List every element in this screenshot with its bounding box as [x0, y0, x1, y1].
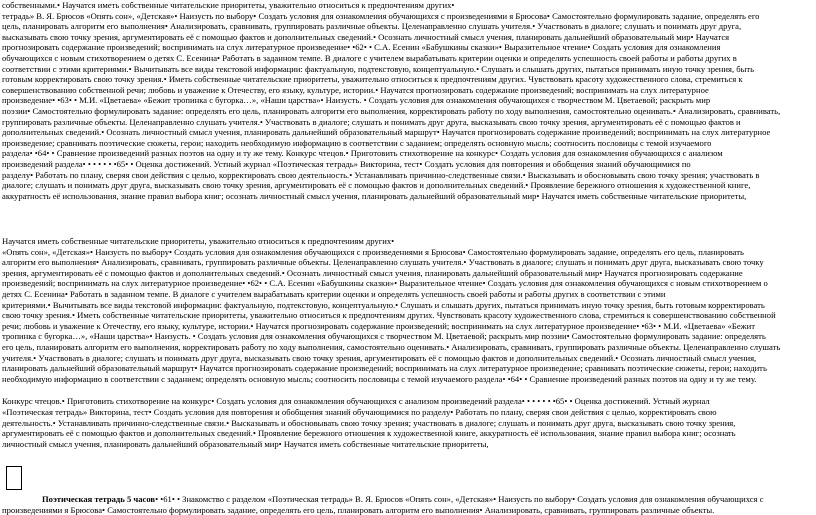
- text-line: аккуратность её использования, знание правил выбора книг; осознать личностный смысл учения, планировать дальнейший образовательный мир• Научатся иметь собственные читательские приоритеты,: [2, 190, 747, 201]
- text-line: дополнительных сведений.• Осознать личностный смысл учения, планировать дальнейший образовательный маршрут• Научатся прогнозировать содержание произведений; воспринимать на слух литературное: [2, 127, 771, 138]
- text-line: свою точку зрения.• Иметь собственные читательские приоритеты, уважительно относиться к предпочтениям других. Чувствовать красоту художественного слова, стремиться к совершенствованию собственной: [2, 310, 776, 321]
- text-line: деятельность.• Устанавливать причинно-следственные связи.• Высказывать и обосновывать свою точку зрения; участвовать в диалоге; слушать и понимать друг друга, высказывать свою точку зрения,: [2, 417, 736, 428]
- text-block-top: [2, 0, 812, 201]
- text-line: личностный смысл учения, планировать дальнейший образовательный мир• Научатся иметь собственные читательские приоритеты,: [2, 438, 489, 449]
- text-line: произведений; воспринимать на слух литературное произведение• •62• • С.А. Есенин «Бабушкины сказки»• Выразительное чтение• Создать условия для ознакомления обучающихся с новым стихотворением о: [2, 278, 768, 289]
- text-line: совершенствованию собственной речи; любовь и уважение к Отечеству, его языку, культуре, истории.• Научатся прогнозировать содержание произведений; воспринимать на слух литературное: [2, 84, 709, 95]
- line-gap: [2, 384, 812, 396]
- text-line: критериями.• Вычитывать все виды текстовой информации: фактуальную, подтекстовую, концептуальную.• Слушать и слышать других, пытаться принимать иную точку зрения, быть готовым корректировать: [2, 299, 765, 310]
- text-line: необходимую информацию в соответствии с заданием; определять основную мысль; соотносить пословицы с темой изучаемого раздела• •64• • Сравнение произведений разных поэтов на одну и ту же тему.: [2, 373, 757, 384]
- text-line: высказывать свою точку зрения, аргументировать её с помощью фактов и дополнительных сведений.• Осознать личностный смысл учения, планировать дальнейший образовательный мир• Научатся: [2, 31, 730, 42]
- text-block-middle: [2, 236, 812, 449]
- text-line: произведений раздела• • • • • • •65• • Оценка достижений. Устный журнал «Поэтическая тетрадь» Викторина, тест• Создать условия для повторения и обобщения знаний обучающимися по: [2, 158, 691, 169]
- text-line: цель, планировать алгоритм его выполнения• Анализировать, сравнивать, группировать различные объекты. Целенаправленно слушать учителя.• Участвовать в диалоге; слушать и понимать друг друга,: [2, 21, 742, 32]
- text-line: «Опять сон», «Детская»• Наизусть по выбору• Создать условия для ознакомления обучающихся с произведениями я Брюсова• Самостоятельно формулировать задание, определять его цель, планировать: [2, 246, 744, 257]
- text-line: тропинка с бугорка…», «Наши царства»• Наизусть. • Создать условия для ознакомления обучающихся с творчеством М. Цветаевой; раскрыть мир поэзии• Самостоятельно формулировать задание: определять: [2, 331, 766, 342]
- text-line: «Поэтическая тетрадь» Викторина, тест• Создать условия для повторения и обобщения знаний обучающимися по разделу• Работать по плану, сверяя свои действия с целью, корректировать свою: [2, 406, 717, 417]
- text-line: [2, 494, 812, 505]
- text-line: разделу• Работать по плану, сверяя свои действия с целью, корректировать свою деятельность.• Устанавливать причинно-следственные связи.• Высказывать и обосновывать свою точку зрения; участвовать в: [2, 169, 760, 180]
- text-line: детях С. Есенина• Работать в заданном темпе. В диалоге с учителем вырабатывать критерии оценки и определять успешность своей работы и работы других в соответствии с этими: [2, 288, 666, 299]
- text-line: произведениями я Брюсова• Самостоятельно формулировать задание, определять его цель, планировать алгоритм его выполнения• Анализировать, сравнивать, группировать различные объекты.: [2, 504, 715, 515]
- empty-table-cell: [6, 466, 22, 490]
- text-line: собственными.• Научатся иметь собственные читательские приоритеты, уважительно относиться к предпочтениям других•: [2, 0, 455, 10]
- text-line: готовым корректировать свою точку зрения.• Иметь собственные читательские приоритеты, уважительно относиться к предпочтениям других. Чувствовать красоту художественного слова, стремиться к: [2, 74, 743, 85]
- text-line: произведение; сравнивать поэтические сюжеты, герои; находить необходимую информацию в соответствии с заданием; определять основную мысль; соотносить пословицы с темой изучаемого: [2, 137, 712, 148]
- text-line: обучающихся с новым стихотворением о детях С. Есенина• Работать в заданном темпе. В диалоге с учителем вырабатывать критерии оценки и определять успешность своей работы и работы других в: [2, 52, 737, 63]
- text-line-rest: • •61• • Знакомство с разделом «Поэтическая тетрадь» В. Я. Брюсов «Опять сон», «Детская»• Наизусть по выбору• Создать условия для ознакомления обучающихся с: [155, 494, 764, 504]
- text-block-bottom: [2, 494, 812, 515]
- text-line: прогнозировать содержание произведений; воспринимать на слух литературное произведение• •62• • С.А. Есенин «Бабушкины сказки»• Выразительное чтение• Создать условия для ознакомления: [2, 42, 721, 53]
- text-line: учителя.• Участвовать в диалоге; слушать и понимать друг друга, высказывать свою точку зрения, аргументировать её с помощью фактов и дополнительных сведений.• Осознать личностный смысл учения,: [2, 352, 757, 363]
- text-line: Научатся иметь собственные читательские приоритеты, уважительно относиться к предпочтениям других•: [2, 236, 395, 246]
- text-line: Конкурс чтецов.• Приготовить стихотворение на конкурс• Создать условия для ознакомления обучающихся с анализом произведений раздела• • • • • • •65• • Оценка достижений. Устный журнал: [2, 396, 710, 407]
- text-line: алгоритм его выполнения• Анализировать, сравнивать, группировать различные объекты. Целенаправленно слушать учителя.• Участвовать в диалоге; слушать и понимать друг друга, высказывать свою точку: [2, 257, 764, 268]
- text-line: раздела• •64• • Сравнение произведений разных поэтов на одну и ту же тему. Конкурс чтецов.• Приготовить стихотворение на конкурс• Создать условия для ознакомления обучающихся с анализом: [2, 148, 723, 159]
- text-line: зрения, аргументировать её с помощью фактов и дополнительных сведений.• Осознать личностный смысл учения, планировать дальнейший образовательный мир• Научатся прогнозировать содержание: [2, 267, 743, 278]
- text-line: планировать дальнейший образовательный маршрут• Научатся прогнозировать содержание произведений; воспринимать на слух литературное произведение; сравнивать поэтические сюжеты, герои; находить: [2, 363, 767, 374]
- text-line: произведение• •63• • М.И. «Цветаева» «Бежит тропинка с бугорка…», «Наши царства»• Наизусть. • Создать условия для ознакомления обучающихся с творчеством М. Цветаевой; раскрыть мир: [2, 95, 711, 106]
- text-line: его цель, планировать алгоритм его выполнения, корректировать работу по ходу выполнения, самостоятельно оценивать.• Анализировать, сравнивать, группировать различные объекты. Целенаправленно слушать: [2, 341, 781, 352]
- text-line: группировать различные объекты. Целенаправленно слушать учителя.• Участвовать в диалоге; слушать и понимать друг друга, высказывать свою точку зрения, аргументировать её с помощью фактов и: [2, 116, 741, 127]
- text-line: диалоге; слушать и понимать друг друга, высказывать свою точку зрения, аргументировать её с помощью фактов и дополнительных сведений.• Проявление бережного отношения к художественной книге,: [2, 180, 751, 191]
- text-line: соответствии с этими критериями.• Вычитывать все виды текстовой информации: фактуальную, подтекстовую, концептуальную.• Слушать и слышать других, пытаться принимать иную точку зрения, быть: [2, 63, 755, 74]
- text-line: речи; любовь и уважение к Отечеству, его языку, культуре, истории.• Научатся прогнозировать содержание произведений; воспринимать на слух литературное произведение• •63• • М.И. «Цветаева» «Бежит: [2, 320, 755, 331]
- text-line: тетрадь» В. Я. Брюсов «Опять сон», «Детская»• Наизусть по выбору• Создать условия для ознакомления обучающихся с произведениями я Брюсова• Самостоятельно формулировать задание, определять его: [2, 10, 760, 21]
- section-title: Поэтическая тетрадь 5 часов: [42, 494, 156, 504]
- text-line: аргументировать её с помощью фактов и дополнительных сведений.• Проявление бережного отношения к художественной книге, аккуратность её использования, знание правил выбора книг; осознать: [2, 428, 736, 439]
- text-line: поэзии• Самостоятельно формулировать задание: определять его цель, планировать алгоритм его выполнения, корректировать работу по ходу выполнения, самостоятельно оценивать.• Анализировать, сравнивать,: [2, 105, 781, 116]
